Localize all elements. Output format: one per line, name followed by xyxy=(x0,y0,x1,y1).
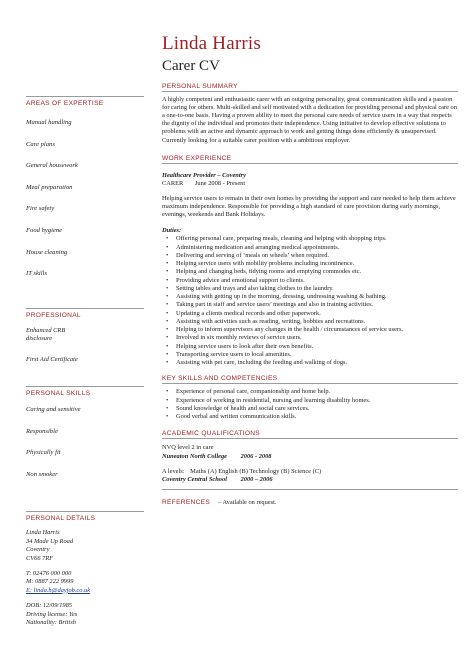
detail-mobile: M: 0887 222 9999 xyxy=(26,578,74,586)
main-column xyxy=(162,83,458,509)
detail-name: Linda Harris xyxy=(26,529,60,537)
duty-item: • Taking part in staff and service users’ meetings and also in training activities. xyxy=(176,301,458,309)
duty-item: • Providing advice and emotional support to clients. xyxy=(176,277,458,285)
school-dates: 2000 – 2006 xyxy=(240,476,273,484)
skill-item: • Good verbal and written communication skills. xyxy=(176,413,458,421)
job-title-row xyxy=(162,180,458,188)
duty-item: • Assisting with getting up in the morning, dressing, undressing washing & bathing. xyxy=(176,293,458,301)
detail-dob: DOB: 12/09/1985 xyxy=(26,602,72,610)
key-skills-list xyxy=(162,388,458,421)
divider xyxy=(26,96,144,97)
job-dates: June 2008 - Present xyxy=(194,179,246,187)
duty-item: • Involved in six monthly reviews of service users. xyxy=(176,334,458,342)
expertise-item: Care plans xyxy=(26,140,55,148)
duty-item: • Transporting service users to local amenities. xyxy=(176,351,458,359)
duty-item: • Helping service users with mobility problems including incontinence. xyxy=(176,260,458,268)
detail-driving-license: Driving license: Yes xyxy=(26,610,78,618)
professional-list xyxy=(26,327,144,364)
detail-nationality: Nationality: British xyxy=(26,619,76,626)
duty-item: • Administering medication and arranging medical appointments. xyxy=(176,244,458,252)
personal-skill-item: Responsible xyxy=(26,427,58,435)
duty-item: • Helping and changing beds, tidying rooms and emptying commodes etc. xyxy=(176,268,458,276)
alevels-grades: Maths (A) English (B) Technology (B) Science (C) xyxy=(190,467,322,475)
professional-item: Enhanced CRB xyxy=(26,326,66,334)
personal-skill-item: Caring and sensitive xyxy=(26,405,81,413)
expertise-item: Food hygiene xyxy=(26,226,63,234)
professional-item: disclosure xyxy=(26,335,53,343)
references-text: – Available on request. xyxy=(218,499,277,507)
personal-details xyxy=(26,529,144,627)
skill-item: • Sound knowledge of health and social care services. xyxy=(176,405,458,413)
detail-telephone: T: 02476 000 000 xyxy=(26,569,72,577)
duty-item: • Delivering and serving of ‘meals on wheels’ when required. xyxy=(176,252,458,260)
detail-postcode: CV66 7RF xyxy=(26,554,54,562)
personal-skill-item: Non smoker xyxy=(26,470,58,478)
duty-item: • Assisting with activities such as reading, writing, hobbies and recreations. xyxy=(176,318,458,326)
references-heading: REFERENCES xyxy=(162,499,211,507)
cv-title: Carer CV xyxy=(162,58,220,74)
personal-summary-heading: PERSONAL SUMMARY xyxy=(162,83,458,92)
summary-paragraph: Currently looking for a suitable carer position with a ambitious employer. xyxy=(162,137,351,145)
personal-skills-heading: PERSONAL SKILLS xyxy=(26,389,91,397)
divider xyxy=(26,308,144,309)
expertise-item: Meal preparation xyxy=(26,183,73,191)
references-row xyxy=(162,489,458,509)
academic-qualifications-heading: ACADEMIC QUALIFICATIONS xyxy=(162,430,458,439)
expertise-item: Fire safety xyxy=(26,205,55,213)
duty-item: • Assisting with pet care, including the feeding and walking of dogs. xyxy=(176,359,458,367)
skill-item: • Experience of working in residential, nursing and learning disability homes. xyxy=(176,397,458,405)
candidate-name: Linda Harris xyxy=(162,33,261,54)
professional-item: First Aid Certificate xyxy=(26,355,78,363)
school-row xyxy=(162,476,458,484)
alevels-row xyxy=(162,468,458,476)
expertise-item: IT skills xyxy=(26,270,47,278)
college-row xyxy=(162,453,458,461)
divider xyxy=(26,511,144,512)
duty-item: • Setting tables and trays and also taking clothes to the laundry. xyxy=(176,285,458,293)
college-name: Nuneaton North College xyxy=(162,452,227,460)
expertise-list xyxy=(26,112,144,285)
personal-skill-item: Physically fit xyxy=(26,449,61,457)
duties-list xyxy=(162,235,458,367)
expertise-item: Manual handling xyxy=(26,119,72,126)
personal-skills-list xyxy=(26,399,144,485)
summary-paragraph: A highly competent and enthusiastic carer with an outgoing personality, great communication skills and a passion for caring for others. Multi-skilled and self motivated with a dedication for providing personal and physical care on a one-to-one basis. Having a proven ability to meet the personal care needs of service users in a way that respects the dignity of the individual and promotes their independence. Using initiative to develop effective solutions to problems with an active and dynamic approach to work and getting things done efficiently & unsupervised. xyxy=(162,96,457,136)
divider xyxy=(26,386,144,387)
detail-email-link[interactable]: E: linda.h@dayjob.co.uk xyxy=(26,586,91,594)
work-experience-heading: WORK EXPERIENCE xyxy=(162,155,458,164)
duty-item: • Offering personal care, preparing meals, cleaning and helping with shopping trips. xyxy=(176,235,458,243)
duty-item: • Helping to inform supervisors any changes in the health / circumstances of service users. xyxy=(176,326,458,334)
duty-item: • Updating a clients medical records and other paperwork. xyxy=(176,310,458,318)
personal-details-heading: PERSONAL DETAILS xyxy=(26,515,96,523)
expertise-heading: AREAS OF EXPERTISE xyxy=(26,100,104,107)
employer: Healthcare Provider – Coventry xyxy=(162,171,246,179)
detail-address: 34 Made Up Road xyxy=(26,537,74,545)
detail-city: Coventry xyxy=(26,546,50,554)
school-name: Coventry Central School xyxy=(162,476,227,484)
job-description: Helping service users to remain in their own homes by providing the support and care needed to help them achieve maximum independence. Responsible for providing a high standard of care provision during early mornings, evenings, weekends and Bank Holidays. xyxy=(162,194,456,219)
expertise-item: General housework xyxy=(26,162,78,170)
duty-item: • Helping service users to look after their own benefits. xyxy=(176,343,458,351)
job-role: CARER xyxy=(162,179,184,187)
sidebar xyxy=(26,96,144,627)
skill-item: • Experience of personal care, companionship and home help. xyxy=(176,388,458,396)
professional-heading: PROFESSIONAL xyxy=(26,311,81,319)
key-skills-heading: KEY SKILLS AND COMPETENCIES xyxy=(162,375,458,384)
expertise-item: House cleaning xyxy=(26,248,68,256)
duties-label: Duties: xyxy=(162,227,182,235)
college-dates: 2006 - 2008 xyxy=(240,452,272,460)
alevels-label: A levels: xyxy=(162,467,185,475)
qualification-nvq: NVQ level 2 in care xyxy=(162,444,214,452)
